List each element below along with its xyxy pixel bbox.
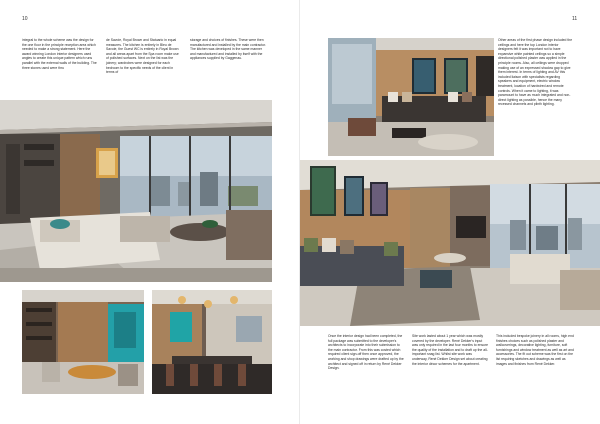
right-text-column-bottom-1: Once the interior design had been completed, the full package was submitted to the developer's architects to incorporate into their submission to the main contractor. From this was costed which required client sign-off then once approved, the working and shop drawings were drafted up by the architect and signed off in return by René Dekker Design. <box>328 334 404 371</box>
right-text-column-bottom-3: This included bespoke joinery in all rooms, high end finishes choices such as polished plaster and wallcoverings, decorative lighting, furniture, soft furnishings and window treatment as well as art and accessories. The fit out scheme was the first on the list requiring sketches and drawings as well as images and finishes from René Dekker. <box>496 334 574 366</box>
left-page-number: 10 <box>22 16 28 22</box>
open-plan-living-photo <box>300 160 600 326</box>
dining-area-photo <box>22 290 144 394</box>
dining-room-photo <box>152 290 272 394</box>
right-text-column-bottom-2: Site work lasted about 1 year which was mostly covered by the developer. René Dekker's input was only required in the last four months to ensure the quality of the installation and to draft up the all-important snag list. Whilst site work was underway, René Dekker Design set about creating the interior décor schemes for the apartment. <box>412 334 488 366</box>
left-text-column-2: de Savoie, Royal Brown and Statuario in equal measures. The kitchen is entirely in Bleu de Savoie, the Guest WC is entirely in Royal Brown and all areas apart from the Spa room make use of polished surfaces. Next on the list was the joinery; wardrobes were designed for each bedroom to the specific needs of the client in terms of <box>106 38 179 75</box>
sofa-lounge-photo <box>328 38 494 156</box>
left-text-column-1: integral to the whole scheme was the design for the one floor in the principle reception area which needed to make a strong statement. Here the award winning London interior designers used angles to create this unique pattern which runs parallel with the external walls of the building. The three stones used were thru <box>22 38 97 70</box>
right-page-number: 11 <box>572 16 578 22</box>
right-page <box>300 0 600 424</box>
living-room-photo <box>0 100 272 282</box>
left-text-column-3: storage and choices of finishes. These were then manufactured and installed by the main contractor. The kitchen was developed in the same manner and manufactured and installed by itself with the appliances supplied by Gaggenau. <box>190 38 266 61</box>
right-text-column-top: Other areas of the first phase design included the ceilings and here the top London interior designers felt it was important not to have expansive white painted ceilings so a simple directional polished plaster was applied in the principle rooms. Also, all ceilings were dropped making use of an expressed shadow gap to give them interest. In terms of lighting and AV this included liaison with specialists regarding speakers and equipment, electric window treatment, location of hardwired and remote controls. When it came to lighting, it was paramount to have as much integrated and non-direct lighting as possible, hence the many recessed channels and plinth lighting. <box>498 38 573 107</box>
